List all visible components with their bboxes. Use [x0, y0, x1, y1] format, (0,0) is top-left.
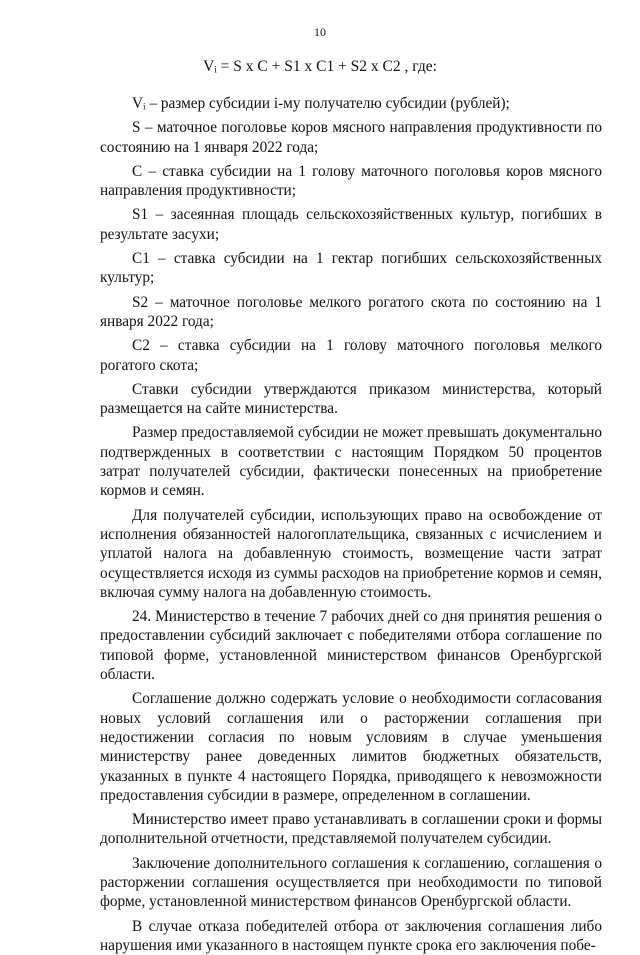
page-number: 10 [314, 25, 326, 39]
paragraph-vat-exemption: Для получателей субсидии, использующих право на освобождение от исполнения обязанностей налогоплательщика, связанных с исчислением и уплатой налога на добавленную стоимость, возмещение части затрат осуществляется исходя из суммы расходов на приобретение кормов и семян, включая сумму налога на добавленную стоимость. [100, 506, 602, 601]
paragraph-subsidy-limit: Размер предоставляемой субсидии не может превышать документально подтвержденных в соответствии с настоящим Порядком 50 процентов затрат получателей субсидии, фактически понесенных на приобретение кормов и семян. [100, 424, 602, 500]
paragraph-c-definition: C – ставка субсидии на 1 голову маточного поголовья коров мясного направления продуктивности; [100, 162, 602, 200]
paragraph-agreement-conditions: Соглашение должно содержать условие о необходимости согласования новых условий соглашения или о расторжении соглашения при недостижении согласия по новым условиям в случае уменьшения министерству ранее доведенных лимитов бюджетных обязательств, указанных в пункте 4 настоящего Порядка, приводящего к невозможности предоставления субсидии в размере, определенном в соглашении. [100, 690, 602, 804]
document-body [100, 94, 602, 955]
paragraph-vi-definition: Vᵢ – размер субсидии i-му получателю субсидии (рублей); [132, 95, 510, 112]
paragraph-c1-definition: C1 – ставка субсидии на 1 гектар погибших сельскохозяйственных культур; [100, 250, 602, 287]
paragraph-s2-definition: S2 – маточное поголовье мелкого рогатого скота по состоянию на 1 января 2022 года; [100, 293, 602, 330]
paragraph-s1-definition: S1 – засеянная площадь сельскохозяйственных культур, погибших в результате засухи; [100, 206, 602, 243]
paragraph-s-definition: S – маточное поголовье коров мясного направления продуктивности по состоянию на 1 января 2022 года; [100, 119, 602, 156]
subsidy-formula: Vᵢ = S x C + S1 x C1 + S2 x C2 , где: [203, 58, 437, 75]
paragraph-refusal: В случае отказа победителей отбора от заключения соглашения либо нарушения ими указанного в настоящем пункте срока его заключения побе- [100, 917, 602, 954]
paragraph-rates: Ставки субсидии утверждаются приказом министерства, который размещается на сайте министерства. [100, 380, 602, 418]
paragraph-item-24: 24. Министерство в течение 7 рабочих дней со дня принятия решения о предоставлении субсидий заключает с победителями отбора соглашение по типовой форме, установленной министерством финансов Оренбургской области. [100, 608, 602, 684]
paragraph-reporting: Министерство имеет право устанавливать в соглашении сроки и формы дополнительной отчетности, представляемой получателем субсидии. [100, 811, 602, 848]
paragraph-c2-definition: C2 – ставка субсидии на 1 голову маточного поголовья мелкого рогатого скота; [100, 337, 602, 374]
paragraph-additional-agreement: Заключение дополнительного соглашения к соглашению, соглашения о расторжении соглашения осуществляется при необходимости по типовой форме, установленной министерством финансов Оренбургской области. [100, 854, 602, 911]
